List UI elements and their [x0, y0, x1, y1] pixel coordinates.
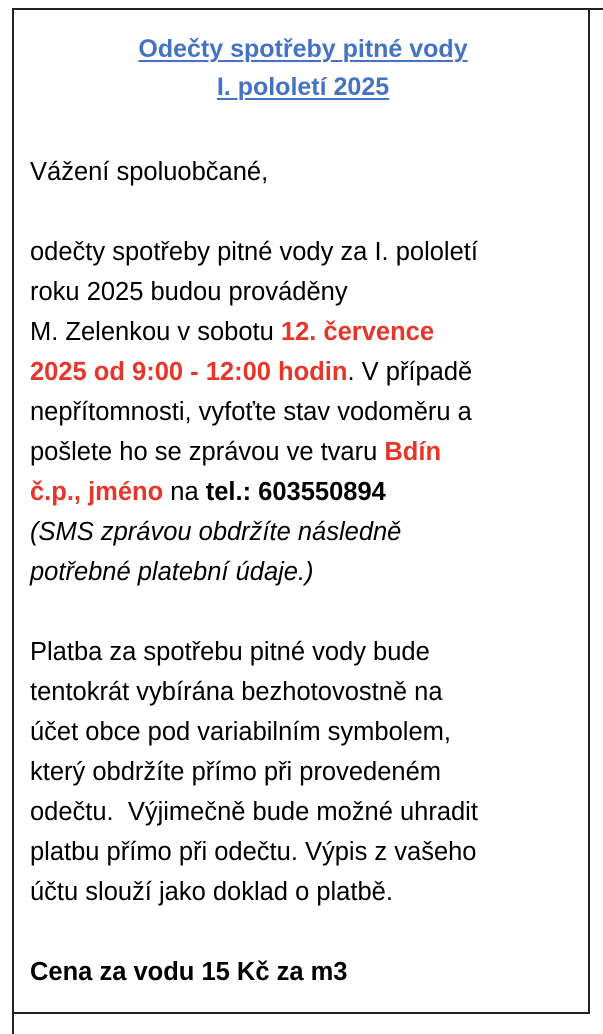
- text: . V případě: [347, 358, 473, 386]
- title-line-2: I. pololetí 2025: [216, 73, 390, 101]
- p1-line: odečty spotřeby pitné vody za I. pololetí: [30, 238, 478, 266]
- p2-line: účet obce pod variabilním symbolem,: [30, 718, 451, 746]
- p1-line: [30, 312, 434, 352]
- p2-line: Platba za spotřebu pitné vody bude: [30, 638, 430, 666]
- adjacent-cell: [590, 8, 603, 1030]
- p1-line: roku 2025 budou prováděny: [30, 278, 348, 306]
- p2-line: odečtu. Výjimečně bude možné uhradit: [30, 798, 478, 826]
- title-line-1: Odečty spotřeby pitné vody: [138, 35, 468, 63]
- text: na: [163, 478, 206, 506]
- p1-line: [30, 472, 386, 512]
- price: Cena za vodu 15 Kč za m3: [30, 958, 348, 986]
- p1-line: [30, 432, 441, 472]
- format-highlight: Bdín: [384, 438, 442, 466]
- text: pošlete ho se zprávou ve tvaru: [30, 438, 385, 466]
- text: M. Zelenkou v sobotu: [30, 318, 281, 346]
- format-highlight: č.p., jméno: [30, 478, 164, 506]
- p2-line: tentokrát vybírána bezhotovostně na: [30, 678, 443, 706]
- date-highlight: 12. července: [280, 318, 435, 346]
- phone-number: tel.: 603550894: [205, 478, 386, 506]
- sms-note: (SMS zprávou obdržíte následně: [30, 518, 402, 546]
- p2-line: platbu přímo při odečtu. Výpis z vašeho: [30, 838, 477, 866]
- next-row-cell: [12, 1014, 603, 1034]
- p2-line: který obdržíte přímo při provedeném: [30, 758, 442, 786]
- time-highlight: 2025 od 9:00 - 12:00 hodin: [30, 358, 348, 386]
- p1-line: nepřítomnosti, vyfoťte stav vodoměru a: [30, 398, 472, 426]
- p2-line: účtu slouží jako doklad o platbě.: [30, 878, 393, 906]
- sms-note: potřebné platební údaje.): [30, 558, 314, 586]
- notice-cell: [12, 8, 590, 1014]
- greeting: Vážení spoluobčané,: [30, 158, 269, 186]
- p1-line: [30, 352, 472, 392]
